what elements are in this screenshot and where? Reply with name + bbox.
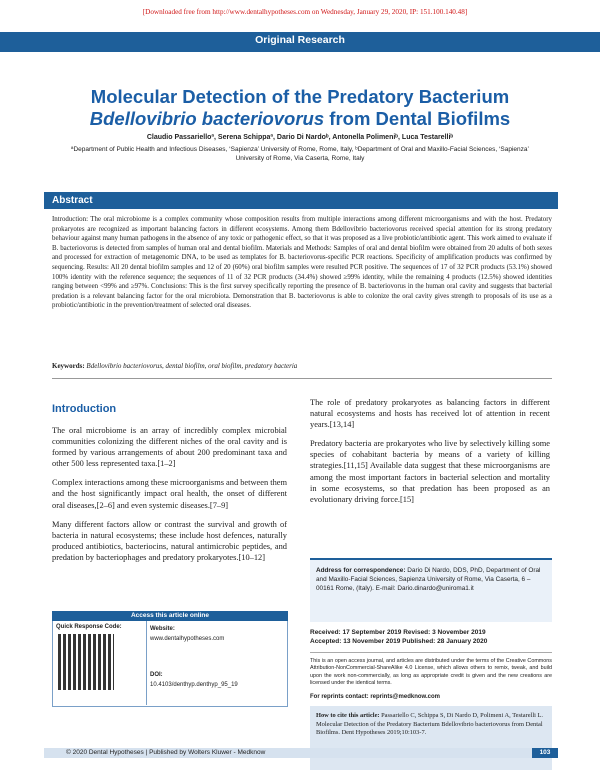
access-heading: Access this article online (52, 611, 288, 621)
paragraph: Many different factors allow or contrast the survival and growth of bacteria in natural ecosystems; these include host defences, naturally produced antibiotics, bacteriocins, natural antimicrobic peptides, and predation by bacteriophages and predatory prokaryotes.[10–12] (52, 519, 287, 562)
footer-text: © 2020 Dental Hypotheses | Published by Wolters Kluwer - Medknow (66, 749, 266, 756)
abstract-text: Introduction: The oral microbiome is a complex community whose composition results from multiple interactions among different microorganisms and with the host. Predatory prokaryotes are recognized as important balancing factors in different ecosystems. Among them Bdellovibrio bacteriovorus received special attention for its strong predatory behaviour against many human pathogens in the absence of any toxic or pathogenic effect, so that it was proposed as a live probiotic/antibiotic agent. This work aimed to evaluate if B. bacteriovorus is detected from samples of human oral and dental biofilm. Materials and Methods: Samples of oral and dental biofilm were obtained from 20 adults of both sexes and processed for extraction of metagenomic DNA, to be used as templates for B. bacteriovorus-specific PCR reactions. Specificity of amplification products was confirmed by sequencing. Results: All 20 dental biofilm samples and 12 of 20 (60%) oral biofilm samples were resulted PCR positive. The sequences of 17 of 32 PCR products (53.1%) showed 100% identity with the reference sequence; the sequences of 11 of 32 PCR products (34.4%) showed ≥99% identity, while the remaining 4 products (12.5%) showed identities ranging between <99% and ≥97%. Conclusions: This is the first survey specifically reporting the presence of B. bacteriovorus in the human oral cavity and suggests that bacterial predation is a relevant balancing factor for the oral microbiota. Demonstration that B. bacteriovorus is able to colonize the oral cavity gives strength to proposals of its use as a probiotic/antibiotic in the prevention/treatment of selected oral diseases. (52, 216, 552, 310)
reprints-contact: For reprints contact: reprints@medknow.com (310, 694, 440, 700)
license-text: This is an open access journal, and articles are distributed under the terms of the Creative Commons Attribution-NonCommercial-ShareAlike 4.0 License, which allows others to remix, tweak, and build upon the work non-commercially, as long as appropriate credit is given and the new creations are licensed under the identical terms. (310, 652, 552, 688)
correspondence-label: Address for correspondence: (316, 567, 406, 574)
website-link[interactable]: www.dentalhypotheses.com (150, 636, 225, 642)
cite-text: Passariello C, Schippa S, Di Nardo D, Polimeni A, Testarelli L. Molecular Detection of the Predatory Bacterium Bdellovibrio bacteriovorus from Dental Biofilms. Dent Hypotheses 2019;10:103-7. (316, 712, 543, 737)
paragraph: The oral microbiome is an array of incredibly complex microbial communities colonizing the different niches of the oral cavity and is formed by various arrangements of about 200 predominant taxa and other 500 less represented taxa.[1–2] (52, 426, 287, 469)
abstract-heading: Abstract (52, 195, 93, 206)
qr-label: Quick Response Code: (56, 624, 122, 630)
section-label: Original Research (255, 34, 345, 46)
intro-heading: Introduction (52, 403, 117, 415)
right-column (310, 397, 550, 513)
dates (310, 628, 552, 646)
dates-line: Accepted: 13 November 2019 Published: 28 January 2020 (310, 638, 488, 645)
correspondence-box (310, 558, 552, 622)
correspondence-text: Dario Di Nardo, DDS, PhD, Department of Oral and Maxillo-Facial Sciences, Sapienza University of Rome, Via Caserta, 6 – 00161 Rome, (Italy). E-mail: Dario.dinardo@uniroma1.it (316, 567, 541, 592)
page-number: 103 (532, 748, 558, 758)
affiliations: ªDepartment of Public Health and Infectious Diseases, ‘Sapienza’ University of Rome, Rome, Italy, ᵇDepartment of Oral and Maxillo-Facial Sciences, ‘Sapienza’ University of Rome, Via Caserta, Rome, Italy (71, 146, 529, 162)
abstract-banner (44, 192, 558, 209)
keywords-label: Keywords: (52, 362, 87, 370)
paragraph: Predatory bacteria are prokaryotes who live by selectively killing some species of cohabitant bacteria by means of a variety of killing strategies.[11,15] Available data suggest that these microorganisms are among the most important factors in bacterial selection and mortality in some ecosystems, so that predation has been proposed as an evolutionary driving force.[15] (310, 439, 550, 504)
title-italic: Bdellovibrio bacteriovorus (89, 108, 325, 129)
divider (146, 621, 147, 705)
keywords (52, 362, 552, 370)
title-part2: from Dental Biofilms (324, 108, 511, 129)
qr-code[interactable] (58, 634, 114, 690)
title-part1: Molecular Detection of the Predatory Bacterium (90, 86, 510, 107)
paragraph: Complex interactions among these microorganisms and between them and the host significantly impact oral health, the onset of different oral diseases,[2–6] and even systemic diseases.[7–9] (52, 478, 287, 510)
left-column (52, 425, 287, 571)
dates-line: Received: 17 September 2019 Revised: 3 November 2019 (310, 629, 486, 636)
divider (52, 378, 552, 379)
keywords-text: Bdellovibrio bacteriovorus, dental biofilm, oral biofilm, predatory bacteria (86, 362, 298, 370)
website-label: Website: (150, 626, 175, 632)
doi-link[interactable]: 10.4103/denthyp.denthyp_95_19 (150, 682, 238, 688)
paragraph: The role of predatory prokaryotes as balancing factors in different natural ecosystems and hosts has received lot of attention in recent years.[13,14] (310, 398, 550, 430)
article-title (40, 86, 560, 130)
doi-label: DOI: (150, 672, 163, 678)
authors: Claudio Passarielloª, Serena Schippaª, Dario Di Nardoᵇ, Antonella Polimeniᵇ, Luca Testarelliᵇ (146, 134, 454, 141)
cite-label: How to cite this article: (316, 712, 380, 719)
how-to-cite-box (310, 706, 552, 770)
download-notice: [Downloaded free from http://www.dentalhypotheses.com on Wednesday, January 29, 2020, IP: 151.100.140.48] (142, 8, 468, 16)
